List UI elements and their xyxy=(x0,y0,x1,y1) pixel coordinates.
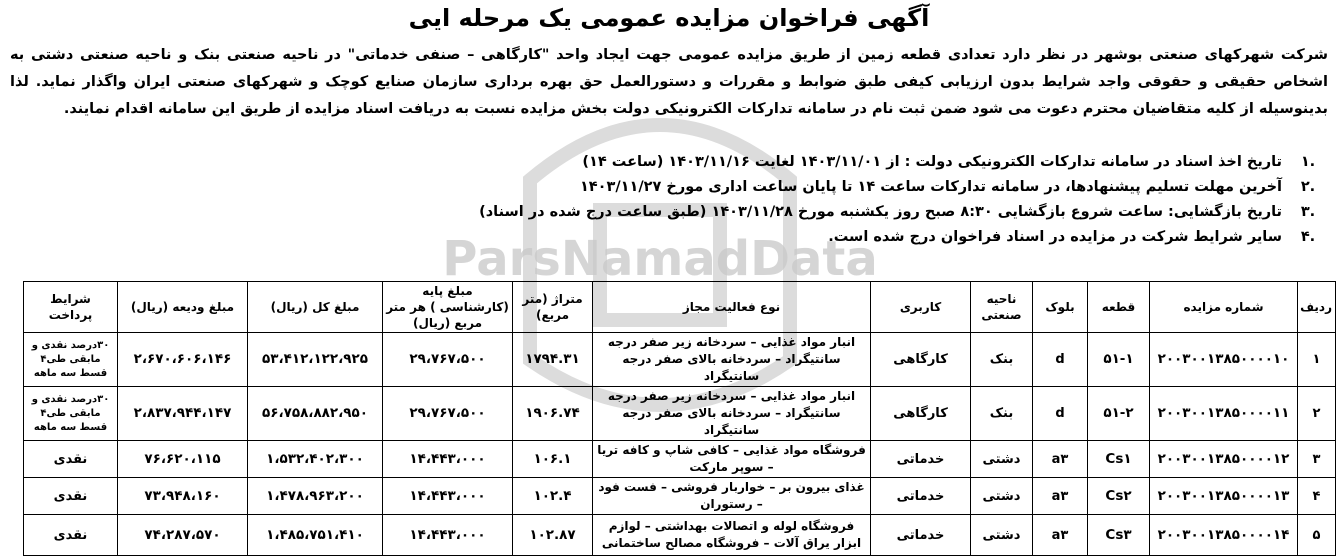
cell-activity: انبار مواد غذایی – سردخانه زیر صفر درجه سانتیگراد – سردخانه بالای صفر درجه سانتیگراد xyxy=(593,333,871,387)
col-header-deposit: مبلغ ودیعه (ریال) xyxy=(118,282,248,333)
col-header-zone: ناحیه صنعتی xyxy=(971,282,1033,333)
notice-title: آگهی فراخوان مزایده عمومی یک مرحله ایی xyxy=(408,4,930,32)
condition-text: تاریخ اخذ اسناد در سامانه تدارکات الکترونیکی دولت : از ۱۴۰۳/۱۱/۰۱ لغایت ۱۴۰۳/۱۱/۱۶ (ساعت ۱۴) xyxy=(582,154,1282,170)
cell-area: ۱۷۹۴.۳۱ xyxy=(513,333,593,387)
cell-deposit: ۷۳،۹۴۸،۱۶۰ xyxy=(118,478,248,515)
cell-auction-no: ۲۰۰۳۰۰۱۳۸۵۰۰۰۰۱۲ xyxy=(1150,441,1298,478)
table-row xyxy=(24,387,1336,441)
table-row xyxy=(24,515,1336,556)
condition-item xyxy=(16,225,1326,250)
condition-number: .۲ xyxy=(1300,179,1316,195)
cell-area: ۱۰۶.۱ xyxy=(513,441,593,478)
col-header-area: متراژ (متر مربع) xyxy=(513,282,593,333)
cell-deposit: ۷۴،۲۸۷،۵۷۰ xyxy=(118,515,248,556)
cell-base-price: ۲۹،۷۶۷،۵۰۰ xyxy=(383,333,513,387)
cell-base-price: ۲۹،۷۶۷،۵۰۰ xyxy=(383,387,513,441)
conditions-list xyxy=(16,150,1326,250)
cell-payment: ۳۰درصد نقدی و مابقی طی۴ قسط سه ماهه xyxy=(24,387,118,441)
condition-number: .۴ xyxy=(1300,229,1316,245)
cell-total: ۱،۴۷۸،۹۶۳،۲۰۰ xyxy=(248,478,383,515)
cell-payment: نقدی xyxy=(24,515,118,556)
cell-total: ۱،۴۸۵،۷۵۱،۴۱۰ xyxy=(248,515,383,556)
cell-payment: نقدی xyxy=(24,478,118,515)
cell-auction-no: ۲۰۰۳۰۰۱۳۸۵۰۰۰۰۱۰ xyxy=(1150,333,1298,387)
cell-zone: دشتی xyxy=(971,441,1033,478)
cell-block: d xyxy=(1033,333,1088,387)
cell-block: d xyxy=(1033,387,1088,441)
col-header-plot: قطعه xyxy=(1088,282,1150,333)
cell-base-price: ۱۴،۴۴۳،۰۰۰ xyxy=(383,478,513,515)
condition-text: آخرین مهلت تسلیم پیشنهادها، در سامانه تدارکات ساعت ۱۴ تا پایان ساعت اداری مورخ ۱۴۰۳/۱۱/۲۷ xyxy=(579,179,1282,195)
cell-row: ۴ xyxy=(1298,478,1336,515)
cell-row: ۵ xyxy=(1298,515,1336,556)
col-header-total: مبلغ کل (ریال) xyxy=(248,282,383,333)
cell-block: a۳ xyxy=(1033,515,1088,556)
cell-usage: خدماتی xyxy=(871,478,971,515)
cell-activity: انبار مواد غذایی – سردخانه زیر صفر درجه سانتیگراد – سردخانه بالای صفر درجه سانتیگراد xyxy=(593,387,871,441)
cell-area: ۱۹۰۶.۷۴ xyxy=(513,387,593,441)
table-row xyxy=(24,441,1336,478)
cell-zone: دشتی xyxy=(971,515,1033,556)
cell-zone: دشتی xyxy=(971,478,1033,515)
cell-usage: کارگاهی xyxy=(871,333,971,387)
col-header-row: ردیف xyxy=(1298,282,1336,333)
cell-total: ۱،۵۳۲،۴۰۲،۳۰۰ xyxy=(248,441,383,478)
cell-row: ۲ xyxy=(1298,387,1336,441)
col-header-auction-no: شماره مزایده xyxy=(1150,282,1298,333)
auction-table xyxy=(23,281,1336,556)
cell-activity: فروشگاه لوله و اتصالات بهداشتی – لوازم ابزار یراق آلات – فروشگاه مصالح ساختمانی xyxy=(593,515,871,556)
cell-area: ۱۰۲.۴ xyxy=(513,478,593,515)
cell-auction-no: ۲۰۰۳۰۰۱۳۸۵۰۰۰۰۱۴ xyxy=(1150,515,1298,556)
cell-plot: ۵۱-۲ xyxy=(1088,387,1150,441)
watermark-text: ParsNamadData xyxy=(442,231,878,287)
cell-payment: ۳۰درصد نقدی و مابقی طی۴ قسط سه ماهه xyxy=(24,333,118,387)
cell-block: a۳ xyxy=(1033,478,1088,515)
cell-plot: Cs۳ xyxy=(1088,515,1150,556)
cell-deposit: ۷۶،۶۲۰،۱۱۵ xyxy=(118,441,248,478)
cell-base-price: ۱۴،۴۴۳،۰۰۰ xyxy=(383,441,513,478)
condition-item xyxy=(16,150,1326,175)
condition-item xyxy=(16,175,1326,200)
table-row xyxy=(24,333,1336,387)
cell-usage: خدماتی xyxy=(871,515,971,556)
cell-deposit: ۲،۶۷۰،۶۰۶،۱۴۶ xyxy=(118,333,248,387)
cell-activity: غذای بیرون بر – خواربار فروشی – فست فود – رستوران xyxy=(593,478,871,515)
cell-total: ۵۶،۷۵۸،۸۸۲،۹۵۰ xyxy=(248,387,383,441)
cell-deposit: ۲،۸۳۷،۹۴۴،۱۴۷ xyxy=(118,387,248,441)
cell-auction-no: ۲۰۰۳۰۰۱۳۸۵۰۰۰۰۱۱ xyxy=(1150,387,1298,441)
col-header-usage: کاربری xyxy=(871,282,971,333)
cell-usage: کارگاهی xyxy=(871,387,971,441)
cell-zone: بنک xyxy=(971,333,1033,387)
table-row xyxy=(24,478,1336,515)
cell-row: ۳ xyxy=(1298,441,1336,478)
cell-payment: نقدی xyxy=(24,441,118,478)
col-header-payment: شرایط پرداخت xyxy=(24,282,118,333)
col-header-block: بلوک xyxy=(1033,282,1088,333)
cell-usage: خدماتی xyxy=(871,441,971,478)
cell-block: a۳ xyxy=(1033,441,1088,478)
col-header-activity: نوع فعالیت مجاز xyxy=(593,282,871,333)
cell-total: ۵۳،۴۱۲،۱۲۲،۹۲۵ xyxy=(248,333,383,387)
condition-text: سایر شرایط شرکت در مزایده در اسناد فراخوان درج شده است. xyxy=(828,229,1282,245)
cell-auction-no: ۲۰۰۳۰۰۱۳۸۵۰۰۰۰۱۳ xyxy=(1150,478,1298,515)
col-header-base-price: مبلغ پایه (کارشناسی ) هر متر مربع (ریال) xyxy=(383,282,513,333)
cell-row: ۱ xyxy=(1298,333,1336,387)
condition-number: .۳ xyxy=(1300,204,1316,220)
condition-number: .۱ xyxy=(1300,154,1316,170)
cell-activity: فروشگاه مواد غذایی – کافی شاپ و کافه تریا – سوپر مارکت xyxy=(593,441,871,478)
cell-zone: بنک xyxy=(971,387,1033,441)
cell-area: ۱۰۲.۸۷ xyxy=(513,515,593,556)
table-header-row xyxy=(24,282,1336,333)
cell-plot: Cs۲ xyxy=(1088,478,1150,515)
cell-base-price: ۱۴،۴۴۳،۰۰۰ xyxy=(383,515,513,556)
cell-plot: ۵۱-۱ xyxy=(1088,333,1150,387)
cell-plot: Cs۱ xyxy=(1088,441,1150,478)
condition-text: تاریخ بازگشایی: ساعت شروع بازگشایی ۸:۳۰ صبح روز یکشنبه مورخ ۱۴۰۳/۱۱/۲۸ (طبق ساعت درج شده در اسناد) xyxy=(479,204,1282,220)
notice-intro: شرکت شهرکهای صنعتی بوشهر در نظر دارد تعدادی قطعه زمین از طریق مزایده عمومی جهت ایجاد واحد "کارگاهی – صنفی خدماتی" در ناحیه صنعتی بنک و ناحیه صنعتی دشتی به اشخاص حقیقی و حقوقی واجد شرایط بدون ارزیابی کیفی طبق ضوابط و مقررات و دستورالعمل حق بهره برداری سازمان صنایع کوچک و شهرکهای صنعتی ایران واگذار نماید. لذا بدینوسیله از کلیه متقاضیان محترم دعوت می شود ضمن ثبت نام در سامانه تدارکات الکترونیکی دولت بخش مزایده نسبت به دریافت اسناد مزایده از طریق این سامانه اقدام نمایند. xyxy=(10,47,1328,117)
condition-item xyxy=(16,200,1326,225)
